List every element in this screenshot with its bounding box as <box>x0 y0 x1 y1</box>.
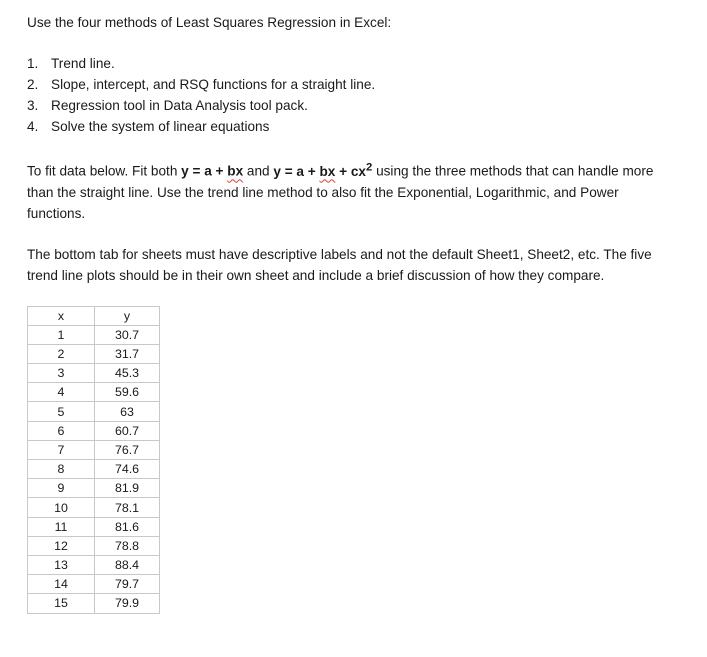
cell-y: 63 <box>95 402 160 421</box>
cell-x: 3 <box>28 364 95 383</box>
cell-x: 9 <box>28 479 95 498</box>
cell-x: 13 <box>28 555 95 574</box>
cell-y: 74.6 <box>95 460 160 479</box>
cell-x: 2 <box>28 344 95 363</box>
table-row <box>28 325 160 344</box>
table-row <box>28 594 160 613</box>
table-row <box>28 421 160 440</box>
methods-list <box>27 53 667 137</box>
column-header-x: x <box>28 306 95 325</box>
cell-x: 5 <box>28 402 95 421</box>
table-row <box>28 364 160 383</box>
cell-y: 31.7 <box>95 344 160 363</box>
table-row <box>28 536 160 555</box>
cell-y: 78.8 <box>95 536 160 555</box>
table-row <box>28 383 160 402</box>
table-row <box>28 344 160 363</box>
data-table <box>27 306 160 614</box>
method-item: 1. Trend line. <box>27 56 115 71</box>
table-row <box>28 440 160 459</box>
cell-x: 6 <box>28 421 95 440</box>
method-item: 3. Regression tool in Data Analysis tool pack. <box>27 98 308 113</box>
cell-x: 4 <box>28 383 95 402</box>
cell-x: 12 <box>28 536 95 555</box>
method-item: 4. Solve the system of linear equations <box>27 119 270 134</box>
method-item: 2. Slope, intercept, and RSQ functions for a straight line. <box>27 77 376 92</box>
table-row <box>28 402 160 421</box>
cell-y: 88.4 <box>95 555 160 574</box>
cell-y: 60.7 <box>95 421 160 440</box>
cell-y: 78.1 <box>95 498 160 517</box>
table-row <box>28 498 160 517</box>
cell-x: 7 <box>28 440 95 459</box>
table-row <box>28 575 160 594</box>
table-row <box>28 460 160 479</box>
cell-y: 79.7 <box>95 575 160 594</box>
table-header-row <box>28 306 160 325</box>
fit-paragraph: To fit data below. Fit both y = a + bx and y = a + bx + $cx^2$ using the three methods that can handle more than the straight line. Use the trend line method to also fit the Exponential, Logarithmic, and Power functions. <box>27 161 654 221</box>
table-row <box>28 555 160 574</box>
cell-y: 76.7 <box>95 440 160 459</box>
cell-x: 11 <box>28 517 95 536</box>
column-header-y: y <box>95 306 160 325</box>
cell-x: 15 <box>28 594 95 613</box>
cell-x: 10 <box>28 498 95 517</box>
sheets-paragraph: The bottom tab for sheets must have descriptive labels and not the default Sheet1, Sheet2, etc. The five trend line plots should be in their own sheet and include a brief discussion of how they compare. <box>27 246 652 283</box>
cell-x: 1 <box>28 325 95 344</box>
intro-text: Use the four methods of Least Squares Regression in Excel: <box>27 15 392 30</box>
cell-y: 81.9 <box>95 479 160 498</box>
cell-y: 30.7 <box>95 325 160 344</box>
table-row <box>28 517 160 536</box>
cell-x: 8 <box>28 460 95 479</box>
equation-quadratic: y = a + bx + $cx^2$ <box>273 161 373 179</box>
cell-y: 59.6 <box>95 383 160 402</box>
table-row <box>28 479 160 498</box>
equation-linear: y = a + bx <box>181 163 244 179</box>
cell-y: 45.3 <box>95 364 160 383</box>
cell-x: 14 <box>28 575 95 594</box>
cell-y: 81.6 <box>95 517 160 536</box>
document-body <box>27 12 667 614</box>
cell-y: 79.9 <box>95 594 160 613</box>
